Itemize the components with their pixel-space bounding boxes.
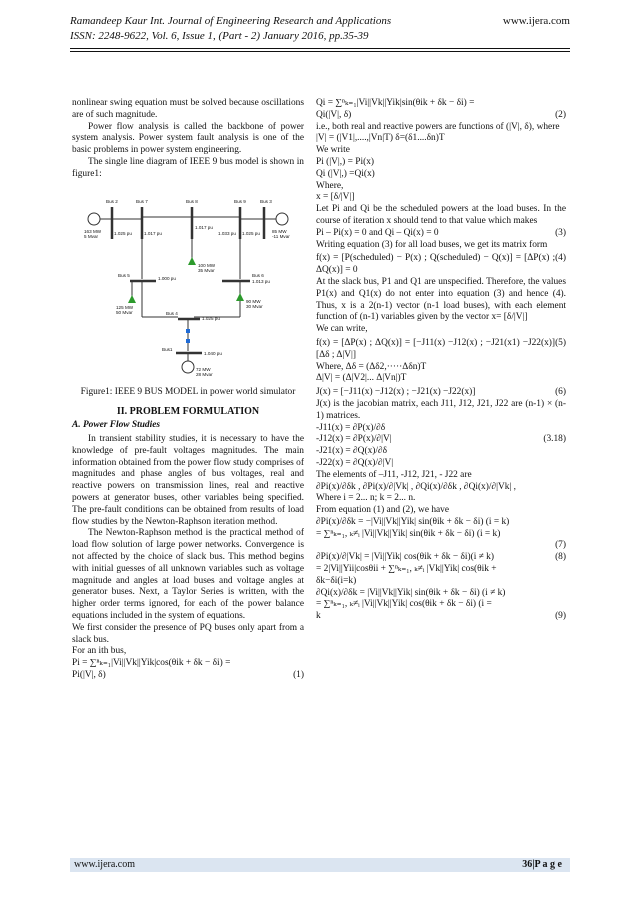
voltage-label: 1.000 pu: [158, 275, 176, 281]
equation-number: (6): [555, 387, 566, 398]
jacobian-j21: -J21(x) = ∂Q(x)/∂δ: [316, 446, 388, 457]
equation-1: Pi = ∑ⁿₖ₌₁|Vi||Vk||Yik|cos(θik + δk − δi) =: [72, 658, 231, 669]
jacobian-j11: -J11(x) = ∂P(x)/∂δ: [316, 422, 386, 433]
text-line: At the slack bus, P1 and Q1 are unspecified. Therefore, the values P1(x) and Q1(x) do not enter into equation (3) and hence (4). Thus, x is a 2(n-1) vector (n-1 load buses), with each element function of (n-1) variables given by the vector x= [δ/|V|]: [316, 276, 566, 323]
equation-9-end: k (9): [316, 611, 566, 622]
voltage-label: 1.017 pu: [195, 224, 213, 230]
text-line: From equation (1) and (2), we have: [316, 505, 450, 516]
header-rule-top: [70, 48, 570, 49]
equation-8-cont: δk−δi(i=k): [316, 575, 357, 586]
paragraph: Power flow analysis is called the backbone of power system analysis. Power system fault analysis is one of the basic problems in power system engineering.: [72, 121, 304, 156]
paragraph: For an ith bus,: [72, 646, 127, 657]
paragraph: nonlinear swing equation must be solved because oscillations are of such magnitude.: [72, 98, 304, 120]
equation-8-cont: = 2|Vi||Yii|cosθii + ∑ⁿₖ₌₁, ₖ≠ᵢ |Vk||Yik| cos(θik +: [316, 564, 497, 575]
equation-8: ∂Pi(x)/∂|Vk| = |Vi||Yik| cos(θik + δk − δi)(i ≠ k) (8): [316, 552, 566, 563]
text-line: Δ|V| = (Δ|V2|... Δ|Vn|)T: [316, 373, 407, 384]
gen-right-label: 85 MW -11 Mvar: [272, 228, 290, 239]
bus-label: Bus 2: [106, 198, 118, 204]
gen-left-label: 163 MW 5 Mvar: [84, 228, 102, 239]
text-line: Where i = 2... n; k = 2... n.: [316, 493, 416, 504]
voltage-label: 1.025 pu: [242, 230, 260, 236]
header-url[interactable]: www.ijera.com: [502, 15, 570, 27]
issn-line: ISSN: 2248-9622, Vol. 6, Issue 1, (Part - 2) January 2016, pp.35-39: [70, 30, 369, 42]
page-number: 36|P a g e: [522, 859, 562, 870]
text-line: ∂Pi(x)/∂δk , ∂Pi(x)/∂|Vk| , ∂Qi(x)/∂δk , ∂Qi(x)/∂|Vk| ,: [316, 481, 517, 492]
paragraph: The Newton-Raphson method is the practical method of load flow solution of large power networks. Convergence is not affected by the choice of slack bus. This method begins with initial guesses of all unknown variables such as voltage magnitude and angles at load buses and voltage angles at generator buses. Next, a Taylor Series is written, with the higher order terms ignored, for each of the power balance equations included in the system of equations.: [72, 528, 304, 621]
right-column: [316, 98, 566, 623]
load-label: 100 MW 35 Mvar: [198, 262, 216, 273]
page-header: [70, 14, 570, 44]
equation-number: (7): [555, 540, 566, 551]
bus-label: Bus 3: [260, 198, 272, 204]
equation-1-cont: Pi(|V|, δ) (1): [72, 669, 304, 680]
figure-ieee-9-bus: [82, 189, 294, 381]
bus-label: Bus 6: [252, 272, 264, 278]
equation-9-cont: = ∑ⁿₖ₌₁, ₖ≠ᵢ |Vi||Vk||Yik| cos(θik + δk − δi) (i =: [316, 599, 492, 610]
bus-label: Bus 8: [186, 198, 198, 204]
text-line: Where, Δδ = (Δδ2,·····Δδn)T: [316, 361, 427, 372]
left-column: [72, 98, 304, 682]
equation-6: J(x) = [−J11(x) −J12(x) ; −J21(x) −J22(x)] (6): [316, 387, 566, 398]
equation-9: ∂Qi(x)/∂δk = |Vi||Vk||Yik| sin(θik + δk − δi) (i ≠ k): [316, 587, 506, 598]
text-line: i.e., both real and reactive powers are functions of (|V|, δ), where: [316, 121, 560, 132]
voltage-label: 1.025 pu: [202, 315, 220, 321]
equation-7: ∂Pi(x)/∂δk = −|Vi||Vk||Yik| sin(θik + δk − δi) (i = k): [316, 516, 510, 527]
voltage-label: 1.013 pu: [252, 278, 270, 284]
bus-label: Bus1: [162, 346, 173, 352]
text-line: The elements of –J11, -J12, J21, - J22 are: [316, 469, 472, 480]
bus-label: Bus 5: [118, 272, 130, 278]
equation-number: (1): [293, 669, 304, 680]
section-heading: II. PROBLEM FORMULATION: [116, 406, 260, 418]
equation-4: f(x) = [P(scheduled) − P(x) ; Q(scheduled) − Q(x)] = [ΔP(x) ; ΔQ(x)] = 0 (4): [316, 253, 566, 276]
voltage-label: 1.033 pu: [218, 230, 236, 236]
bus-label: Bus 7: [136, 198, 148, 204]
voltage-label: 1.017 pu: [144, 230, 162, 236]
text-line: Writing equation (3) for all load buses, we get its matrix form: [316, 239, 548, 250]
equation-number: (3.18): [543, 434, 566, 445]
single-line-diagram: [82, 189, 294, 381]
equation-number: (3): [555, 227, 566, 238]
jacobian-j22: -J22(x) = ∂Q(x)/∂|V|: [316, 457, 394, 468]
bus-label: Bus 4: [166, 310, 178, 316]
paragraph: We first consider the presence of PQ buses only apart from a slack bus.: [72, 622, 304, 645]
text-line: J(x) is the jacobian matrix, each J11, J12, J21, J22 are (n-1) × (n-1) matrices.: [316, 398, 566, 421]
journal-line: Ramandeep Kaur Int. Journal of Engineering Research and Applications: [70, 15, 392, 27]
equation-2: Qi = ∑ⁿₖ₌₁|Vi||Vk||Yik|sin(θik + δk − δi) =: [316, 98, 475, 108]
equation-3: Pi – Pi(x) = 0 and Qi – Qi(x) = 0 (3): [316, 227, 566, 238]
voltage-label: 1.040 pu: [204, 350, 222, 356]
text-line: Pi (|V|,) = Pi(x): [316, 156, 374, 167]
text-line: Where,: [316, 180, 344, 191]
gen-1-label: 72 MW 28 Mvar: [196, 366, 213, 377]
equation-5: f(x) = [ΔP(x) ; ΔQ(x)] = [−J11(x) −J12(x) ; −J21(x1) −J22(x)] [Δδ ; Δ|V|] (5): [316, 337, 566, 360]
equation-number: (4): [555, 253, 566, 264]
subsection-heading: A. Power Flow Studies: [72, 420, 161, 431]
text-line: We can write,: [316, 324, 368, 335]
header-rule-bottom: [70, 51, 570, 52]
equation-number: (9): [555, 611, 566, 622]
page-footer: [70, 858, 570, 872]
load-label: 90 MW 30 Mvar: [246, 298, 263, 309]
jacobian-j12: -J12(x) = ∂P(x)/∂|V| (3.18): [316, 434, 566, 445]
footer-url[interactable]: www.ijera.com: [74, 859, 135, 870]
text-line: Let Pi and Qi be the scheduled powers at the load buses. In the course of iteration x should tend to that value which makes: [316, 204, 566, 226]
text-line: x = [δ/|V|]: [316, 192, 355, 203]
figure-caption: Figure1: IEEE 9 BUS MODEL in power world simulator: [80, 386, 296, 397]
equation-2-cont: Qi(|V|, δ) (2): [316, 109, 566, 120]
paragraph: In transient stability studies, it is necessary to have the knowledge of pre-fault voltages magnitudes. The main information obtained from the power flow study comprises of magnitudes and phase angles of bus voltages, real and reactive powers on transmission lines, real and reactive powers at generator buses, other variables being specified. The pre-fault conditions can be obtained from results of load flow studies by the Newton-Raphson iteration method.: [72, 433, 304, 527]
paragraph: The single line diagram of IEEE 9 bus model is shown in figure1:: [72, 156, 304, 179]
bus-label: Bus 9: [234, 198, 246, 204]
equation-number: (5): [555, 337, 566, 348]
equation-number: (8): [555, 552, 566, 563]
load-label: 125 MW 50 Mvar: [116, 304, 134, 315]
text-line: Qi (|V|,) =Qi(x): [316, 168, 375, 179]
equation-number: (2): [555, 109, 566, 120]
text-line: |V| = (|V1|,....,|Vn|T) δ=(δ1....δn)T: [316, 133, 445, 144]
equation-7-number-row: [316, 540, 566, 552]
text-line: We write: [316, 145, 350, 156]
voltage-label: 1.025 pu: [114, 230, 132, 236]
equation-7-cont: = ∑ⁿₖ₌₁, ₖ≠ᵢ |Vi||Vk||Yik| sin(θik + δk − δi) (i = k): [316, 528, 501, 539]
